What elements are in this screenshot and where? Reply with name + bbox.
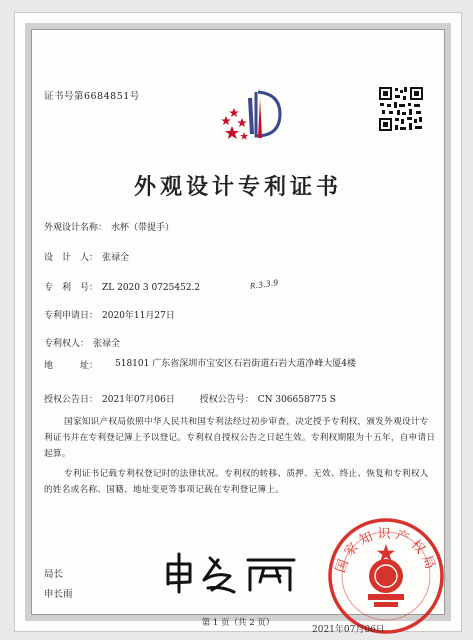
- grant-row: [44, 392, 336, 405]
- grant-number-value: CN 306658775 S: [257, 395, 336, 405]
- patentee-label: 专利权人：: [44, 339, 90, 349]
- grant-number-label: 授权公告号：: [199, 395, 254, 405]
- address-value: 518101 广东省深圳市宝安区石岩街道石岩大道净峰大厦4楼: [115, 359, 356, 369]
- application-date-row: [44, 308, 175, 321]
- legal-status-paragraph: 专利证书记载专利权登记时的法律状况。专利权的转移、质押、无效、终止、恢复和专利权人的姓名或名称、国籍、地址变更等事项记载在专利登记簿上。: [44, 469, 429, 495]
- patent-number-label: 专 利 号：: [44, 283, 99, 293]
- designer-label: 设 计 人：: [44, 253, 99, 263]
- grant-statement-paragraph: 国家知识产权局依照中华人民共和国专利法经过初步审查，决定授予专利权，颁发外观设计专利证书并在专利登记簿上予以登记。专利权自授权公告之日起生效。专利权期限为十五年，自申请日起算。: [44, 417, 436, 459]
- application-date-label: 专利申请日：: [44, 311, 99, 321]
- designer-row: [44, 250, 129, 263]
- handwritten-signature: [160, 550, 300, 594]
- patent-number-value: ZL 2020 3 0725452.2: [102, 283, 201, 293]
- grant-date-label: 授权公告日：: [44, 395, 99, 405]
- director-title: 局长: [44, 569, 64, 580]
- page-indicator: 第 1 页（共 2 页）: [201, 618, 275, 628]
- cnipa-logo-icon: [218, 88, 296, 148]
- certificate-number: 证书号第6684851号: [44, 91, 140, 102]
- design-name-label: 外观设计名称：: [44, 223, 108, 233]
- handwritten-note: R.3.3.9: [249, 278, 279, 291]
- patentee-value: 张禄全: [93, 339, 121, 349]
- document-title: 外观设计专利证书: [133, 174, 342, 200]
- certificate: [14, 12, 462, 635]
- address-label: 地 址：: [44, 361, 99, 371]
- director-name: 申长雨: [44, 589, 73, 600]
- design-name-value: 水杯（带提手）: [111, 223, 175, 233]
- seal-date: 2021年07月06日: [312, 625, 385, 635]
- grant-date-value: 2021年07月06日: [102, 395, 175, 405]
- patent-number-row: [44, 280, 200, 293]
- designer-value: 张禄全: [102, 253, 130, 263]
- qr-code-icon: [378, 86, 424, 132]
- patentee-row: [44, 336, 120, 349]
- design-name-row: [44, 220, 174, 233]
- seal-text: 国家知识产权局: [333, 527, 439, 575]
- application-date-value: 2020年11月27日: [102, 311, 175, 321]
